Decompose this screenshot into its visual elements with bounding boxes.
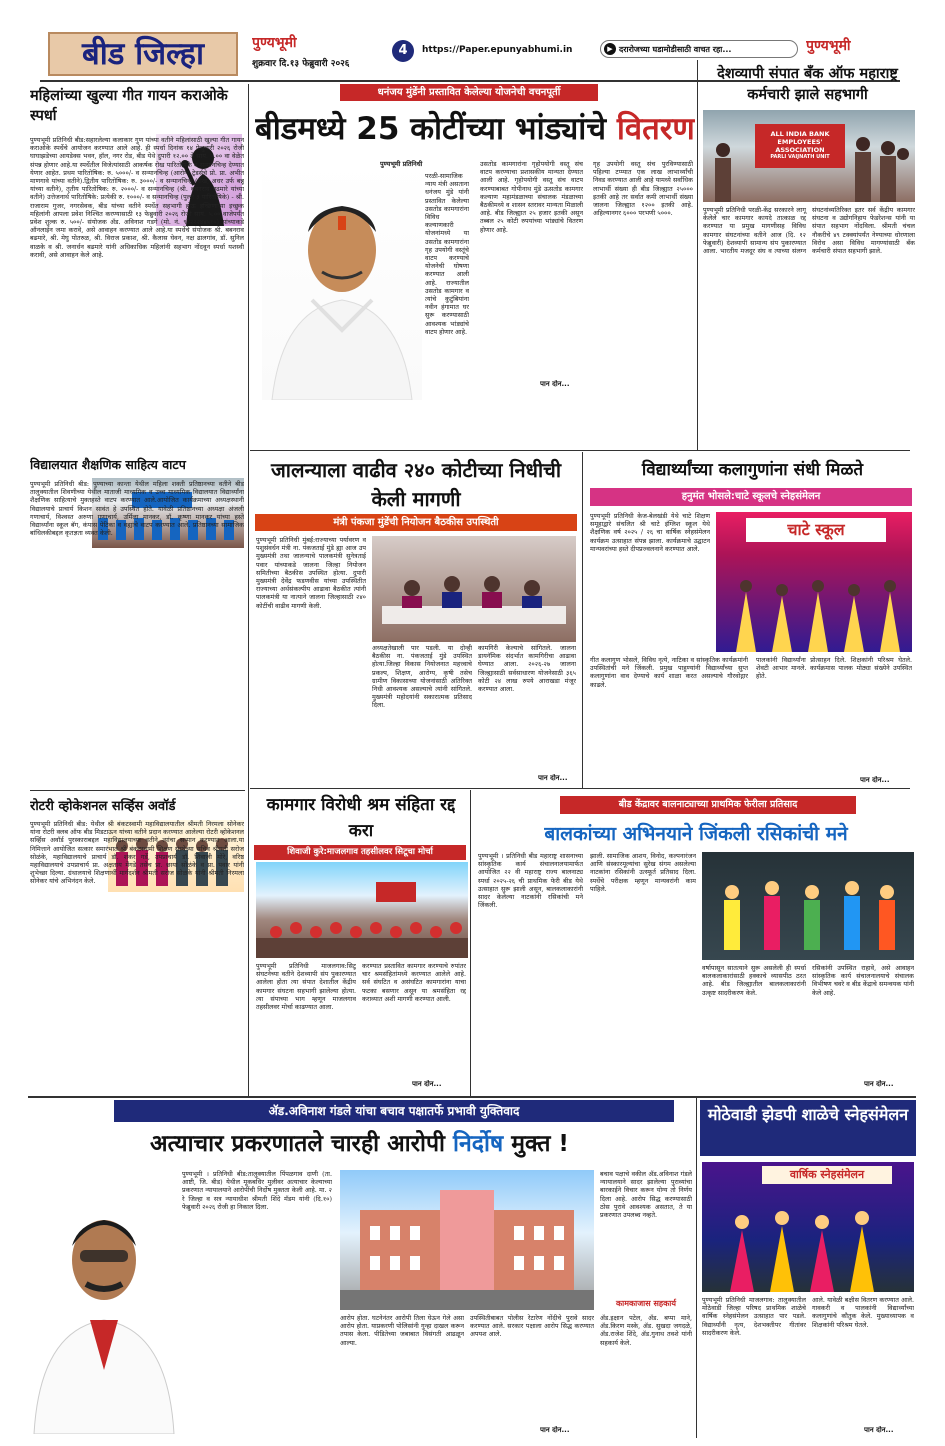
minister-portrait-photo: [262, 160, 422, 400]
story11-continued[interactable]: पान दोन...: [864, 1426, 894, 1434]
story7-col3: पालकांनी विद्यार्थ्यांना प्रोत्साहन दिले. शिक्षकांनी परिश्रम घेतले. शेवटी आभार मानले. कार्यक्रमास पालक मोठ्या संख्येने उपस्थित होते.: [756, 656, 912, 681]
children-drama-photo: [702, 852, 914, 960]
lawyer-portrait-photo: [30, 1170, 178, 1434]
bank-strike-photo: [703, 110, 915, 202]
story9-col2: झाली. सामाजिक आशय, विनोद, कल्पनारंजन आणि संस्कारमूल्यांचा सुरेख संगम असलेल्या नाटकांना रसिकांनी उत्स्फूर्त प्रतिसाद दिला. स्पर्धेचे परीक्षक म्हणून मान्यवरांनी काम पाहिले.: [590, 852, 696, 893]
story10-side: बचाव पक्षाचे वकील ॲड.अविनाश गंडले न्यायालयाने सादर झालेल्या पुराव्यांचा बारकाईने विचार करून योग्य तो निर्णय दिला आहे. आरोप सिद्ध करण्यासाठी ठोस पुरावे आवश्यक असतात, ते या प्रकरणात उपलब्ध नव्हते.: [600, 1170, 692, 1220]
story9-kicker: बीड केंद्रावर बालनाट्याच्या प्राथमिक फेरीला प्रतिसाद: [560, 796, 856, 814]
story9-col1: पुण्यभूमी । प्रतिनिधी बीड महाराष्ट्र शासनाच्या सांस्कृतिक कार्य संचालनालयामार्फत आयोजित २२ वी महाराष्ट्र राज्य बालनाट्य स्पर्धा २०२५-२६ ची प्राथमिक फेरी बीड येथे उत्साहात सुरू झाली असून, बालकलाकारांनी सादर केलेल्या नाटकांनी रसिकांची मने जिंकली.: [478, 852, 583, 910]
story7-col1: पुण्यभूमी प्रतिनिधी केज-बेलखंडी येथे चाटे शिक्षण समूहाद्वारे संचलित श्री चाटे इंग्लिश स्कूल येथे शैक्षणिक वर्ष २०२५ / २६ चा वार्षिक स्नेहसंमेलन कार्यक्रम उत्साहात संपन्न झाला. कार्यक्रमाचे उद्घाटन मान्यवरांच्या हस्ते दीपप्रज्वलनाने करण्यात आले.: [590, 512, 710, 553]
story7-headline: विद्यार्थ्यांच्या कलागुणांना संधी मिळते: [641, 460, 864, 480]
story2-headline-text: बीडमध्ये 25 कोटींच्या भांड्यांचे: [255, 111, 607, 147]
story5-headline: रोटरी व्होकेशनल सर्व्हिस अवॉर्ड: [30, 799, 176, 814]
school-banner-text: चाटे स्कूल: [746, 518, 886, 542]
story10-continued[interactable]: पान दोन...: [540, 1426, 570, 1434]
col-divider-bottom: [696, 1098, 697, 1438]
story11-col2: आले. यावेळी बक्षीस वितरण करण्यात आले. गावकरी व पालकांनी विद्यार्थ्यांच्या कलागुणांचे कौतुक केले. मुख्याध्यापक व शिक्षकांनी परिश्रम घेतले.: [812, 1296, 914, 1329]
page-number: 4: [392, 40, 414, 62]
story6-col1: पुण्यभूमी प्रतिनिधी मुंबई:राज्याच्या पर्यावरण व पशुसंवर्धन मंत्री ना. पंकजताई मुंडे ह्या आज उप मुख्यमंत्री तथा जालन्याचे पालकमंत्री सुनेत्रताई पवार यांच्याकडे जालना जिल्हा नियोजन समितीच्या बैठकीस उपस्थित होत्या. दुपारी मुख्यमंत्री देवेंद्र फडणवीस यांच्या उपस्थितीत राज्याच्या अर्थसंकल्पीय आढावा बैठकीत त्यांनी पालकमंत्री या नात्याने जालना जिल्हासाठी २४० कोटींची वाढीव मागणी केली.: [256, 536, 366, 610]
story11-col1: पुण्यभूमी प्रतिनिधी माजलगाव: तालुक्यातील मोठेवाडी जिल्हा परिषद प्राथमिक शाळेचे वार्षिक स्नेहसंमेलन उत्साहात पार पडले. विद्यार्थ्यांनी नृत्य, देशभक्तीपर गीतांवर सादरीकरण केले.: [702, 1296, 806, 1337]
story2-col3: गृह उपयोगी वस्तू संच पुरविण्यासाठी पहिल्या टप्प्यात एक लाख लाभार्थ्यांची निवड करण्यात आली आहे यामध्ये सर्वाधिक लाभार्थी संख्या ही बीड जिल्ह्यात २५००० इतकी आहे तर सर्वात कमी लाभार्थी संख्या जालना जिल्ह्यात १२०० इतकी आहे. अहिल्यानगर ६००० परभणी ५०००.: [593, 160, 693, 218]
story2-kicker: धनंजय मुंडेंनी प्रस्तावित केलेल्या योजनेची वचनपूर्ती: [340, 84, 598, 101]
story2-byline: पुण्यभूमी प्रतिनिधी: [380, 160, 423, 168]
story4-headline: विद्यालयात शैक्षणिक साहित्य वाटप: [30, 457, 186, 472]
ticker-bar: [600, 40, 798, 58]
col-divider-right: [697, 60, 698, 450]
story10-kicker: ॲड.अविनाश गंडले यांचा बचाव पक्षातर्फे प्रभावी युक्तिवाद: [114, 1100, 674, 1122]
story1-float-cover: [156, 134, 246, 228]
strike-banner-title: ALL INDIA BANK EMPLOYEES' ASSOCIATION: [770, 130, 830, 154]
planning-meeting-photo: [372, 536, 576, 642]
play-icon: ▶: [604, 43, 616, 55]
col-divider-mid: [582, 452, 583, 788]
story1-body: पुण्यभूमी प्रतिनिधी बीड:सहारलेल्या कलाकार गुण यांच्या वतीने महिलांसाठी खुल्या गीत गायन कराओके स्पर्धेचे आयोजन करण्यात आले आहे. ही स्पर्धा दिनांक १४ फेब्रुवारी २०२६ रोजी घाघाझडेच्या आयडेक्स भवन, हॉल, नगर रोड, बीड येथे दुपारी १२.०० ते सायं. ५.०० वा वेळेत संपन्न होणार आहे.या स्पर्धेतील विजेत्यांसाठी आकर्षक रोख पारितोषिके व सन्मानचिन्ह देण्यात येणार आहेत. प्रथम पारितोषिक: रु. ५०००/- व सन्मानचिन्ह (आरोग्य ट्रेडर्सचे प्रो. प्रा. अभीत माणगावे यांच्या वतीने).द्वितीय पारितोषिक: रु. ३०००/- व सन्मानचिन्ह (रोख, अधर उर्फ बन्नू यांच्या वतीने), तृतीय पारितोषिक: रु. २०००/- व सन्मानचिन्ह (श्री. बबनराव बढमारे यांच्या वतीने) उत्तेजनार्थ पारितोषिके: प्रत्येकी रु. १०००/- व सन्मानचिन्ह (पुल्ल ३ पारितोषिके) - श्री. राजाराम गुजर, नगरसेवक, बीड यांच्या वतीने स्पर्धेत सहभागी होऊ इच्छिणाऱ्या इच्छुक महिलांनी आपला प्रवेश निश्चित करण्यासाठी १३ फेब्रुवारी २०२६ रोजी सायं. ५.०० वाजेपर्यंत प्रवेश शुल्क रु. ५००/- संयोजक ॲड. अविनाश गडगे (मो. नं. ९४२२२४४५१०) यांच्याकडे ऑनलाईन जमा करावे, असे आवाहन करण्यात आले आहे.या स्पर्धेचे संयोजक श्री. बबनराव बढमारे, श्री. मेघु पोतरुळ, श्री. विराज प्रकाश, श्री. कैलास घेवन, नक्ष ढालगांव, डॉ. सुनिल वाळके व श्री. जनार्धन बढमारे यांनी अधिकाधिक महिलांनी सहभाग नोंदवून स्पर्धा यशस्वी करावी, असे आवाहन केले आहे.: [30, 136, 244, 259]
story7-continued[interactable]: पान दोन...: [860, 776, 890, 784]
story10-headline-highlight: निर्दोष: [453, 1131, 504, 1157]
ticker-text: दरारोजच्या घडामोडीसाठी वाचत रहा...: [619, 45, 732, 54]
story10-side-body: ॲड.इक्षान पटेल, ॲड. बप्पा माने, ॲड.किरण मस्के, ॲड. सुखदा जगदळे, ॲड.राजेश शिंदे, ॲड.गुनाथ तवशे यांनी सहकार्य केले.: [600, 1314, 692, 1347]
story3-body: पुण्यभूमी प्रतिनिधी परळी-केंद्र सरकारने लागू केलेले चार कामगार कायदे तात्काळ रद्द करण्यात या प्रमुख मागणीसह विविध कामगार संघटनांच्या वतीने आज (दि. १२ फेब्रुवारी) देशव्यापी सामान्य संप पुकारण्यात आला. भारतीय मजदूर संघ व त्याच्या संलग्न संघटनांव्यतिरिक्त इतर सर्व केंद्रीय कामगार संघटना व उद्योगनिहाय फेडरेशन्स यांनी या संपात सहभाग नोंदविला. श्रीमती चंचल नौकरीचे ४९ टक्क्यांपर्यंत नेण्याच्या धोरणाला विरोध असा विविध मागण्यांसाठी बँक कर्मचारी संपात सहभागी झाले.: [703, 206, 915, 256]
story10-headline: [150, 1126, 690, 1162]
brand-logo-small: पुण्यभूमी: [806, 38, 851, 54]
story9-continued[interactable]: पान दोन...: [864, 1080, 894, 1088]
story6-col3: कामगिरी केल्याचे सांगितले. जालना डायनॅमिक संदर्भात कामगिरीचा आढावा घेण्यात आला. २०२६-२७ जालना जिल्ह्यासाठी सर्वसाधारण योजनेसाठी ३६५ कोटी २४ लाख रुपये आराखडा मंजूर करण्यात आला.: [478, 644, 576, 694]
story7-col2: गीत कलागुण भोसले, विविध नृत्ये, नाटिका व सांस्कृतिक कार्यक्रमांनी उपस्थितांची मने जिंकली. प्रमुख पाहुण्यांनी विद्यार्थ्यांच्या सुप्त कलागुणांना वाव देण्याचे कार्य शाळा करत असल्याचे गौरवोद्गार काढले.: [590, 656, 748, 689]
story11-headline-box: [700, 1100, 916, 1156]
story8-col1: पुण्यभूमी प्रतिनिधी माजलगाव:सिटू संघटनेच्या वतीने देशव्यापी संप पुकारण्यात आलेला होता त्या संपात देशातील केंद्रीय कामगार संघटना सहभागी झालेल्या होत्या. त्या संपाच्या भाग म्हणून माजलगाव तहसीलवर मोर्चा काढण्यात आला.: [256, 962, 356, 1012]
zp-school-gathering-photo: [702, 1162, 914, 1292]
story3-headline: देशव्यापी संपात बँक ऑफ महाराष्ट्र कर्मचारी झाले सहभागी: [717, 66, 898, 103]
school-gathering-photo: [716, 512, 912, 652]
strike-banner-sub: PARLI VAIJNATH UNIT: [770, 154, 830, 160]
masthead-date: शुक्रवार दि.१३ फेब्रुवारी २०२६: [252, 59, 350, 69]
col-divider-left: [248, 84, 249, 1096]
story6-col2: अध्यक्षतेखाली पार पडली. या दोन्ही बैठकीस ना. पंकजताई मुंडे उपस्थित होत्या.जिल्हा विकास नियोजनात महत्त्वाचे प्रकल्प, शिक्षण, आरोग्य, कृषी तसेच ग्रामीण विकासाच्या योजनांसाठी अतिरिक्त निधी आवश्यक असल्याचे त्यांनी सांगितले. मुख्यमंत्री महोदयांनी सकारात्मक प्रतिसाद दिला.: [372, 644, 472, 710]
col-divider-lower: [470, 790, 471, 1096]
court-building-photo: [340, 1170, 594, 1310]
story10-side-head: कामकाजास सहकार्य: [616, 1299, 676, 1308]
story5-photo-cover: [106, 818, 246, 894]
story2-continued[interactable]: पान दोन...: [540, 380, 570, 388]
story10-col3: उपस्थितीबाबत पोलीस रेटारेण नोंदीचे पुरावे सादर करण्यात आले. सरकार पक्षाला आरोप सिद्ध करण्यात अपयश आले.: [470, 1314, 594, 1339]
story6-kicker: मंत्री पंकजा मुंडेंची नियोजन बैठकीस उपस्थिती: [255, 514, 577, 531]
story9-col3: वर्षापासून सातत्याने सुरू असलेली ही स्पर्धा बालकलाकारांसाठी हक्काचे व्यासपीठ ठरत आहे. बीड जिल्ह्यातील बालकलाकारांनी उत्कृष्ट सादरीकरण केले.: [702, 964, 806, 997]
masthead-brand: पुण्यभूमी: [252, 35, 297, 51]
section-title: बीड जिल्हा: [82, 36, 204, 72]
zp-banner-text: वार्षिक स्नेहसंमेलन: [762, 1166, 892, 1184]
divider-row2: [250, 788, 910, 789]
story4-body: पुण्यभूमी प्रतिनिधी बीड: पुण्याच्या कान्ता येथील महिला शक्ती प्रतिष्ठानच्या वतीने बीड तालुक्यातील शिवणीच्या येथील माताजी माध्यमिक व उच्च माध्यमिक विद्यालयात विद्यार्थ्यांना शैक्षणिक साहित्याचे मुक्तहस्ते वाटप करण्यात आले.आयोजित कार्यक्रमाच्या अध्यक्षस्थानी विद्यालयाचे प्राचार्य किशन सावंत हे उपस्थित होते. यावेळी प्रतिष्ठानच्या अध्यक्षा अंजली गणाचार्य, विश्वस्त अरुणा गणाचार्य, उर्मिला मानकर, डॉ. कृष्णा मानकर यांच्या हस्ते विद्यार्थ्यांना स्कूल बॅग, कंपास पेटिका व वह्यांचे वाटप करण्यात आले. प्रतिष्ठानच्या सामाजिक बांधिलकीबद्दल कृतज्ञता व्यक्त केली.: [30, 480, 244, 538]
story9-col4: रसिकांनी उपस्थित राहावे, असे आवाहन सांस्कृतिक कार्य संचालनालयाचे संचालक विभीषण चवरे व बीड केंद्राचे समन्वयक यांनी केले आहे.: [812, 964, 914, 997]
story6-continued[interactable]: पान दोन...: [538, 774, 568, 782]
story2-headline: [255, 104, 695, 154]
story8-continued[interactable]: पान दोन...: [412, 1080, 442, 1088]
story7-kicker: हनुमंत भोसले:चाटे स्कूलचे स्नेहसंमेलन: [590, 488, 912, 506]
story9-headline: बालकांच्या अभिनयाने जिंकली रसिकांची मने: [544, 823, 848, 845]
story6-headline: जालन्याला वाढीव २४० कोटीच्या निधीची केली मागणी: [270, 458, 562, 511]
story4-photo-cover: [90, 476, 246, 550]
divider-left-3: [30, 790, 245, 791]
story10-headline-text: अत्याचार प्रकरणातले चारही आरोपी: [150, 1131, 446, 1157]
story8-kicker: शिवाजी कुरे:माजलगाव तहसीलवर सिटूचा मोर्चा: [254, 845, 466, 860]
story2-col2: उसतोड कामगारांना गृहोपयोगी वस्तू संच वाटप करण्याचा प्रशासकीय मान्यता देण्यात आली आहे. गृहोपयोगी वस्तू संच वाटप करण्याबाबत गोपीनाथ मुंडे ऊसतोड कामगार कल्याण महामंडळाच्या संचालक मंडळाच्या बैठकीमध्ये व शासन स्तरावर मान्यता मिळाली आहे. बीड जिल्ह्यात २५ हजार इतकी असून तब्बल २५ कोटी रुपयांच्या भांड्यांचे वितरण होणार आहे.: [480, 160, 583, 234]
story10-col1: पुण्यभूमी । प्रतिनिधी बीड:तालुक्यातील पिंपळगाव दाणी (ता. आष्टी, जि. बीड) येथील मूकबधिर मुलीवर अत्याचार केल्याच्या प्रकरणात न्यायालयाने आरोपींची निर्दोष मुक्तता केली आहे. मा. २ रे जिल्हा व सत्र न्यायाधीश श्रीमती शिंदे मॅडम यांनी (दि.१०) फेब्रुवारी २०२६ रोजी हा निकाल दिला.: [182, 1170, 332, 1211]
story5-body: पुण्यभूमी प्रतिनिधी बीड: येथील श्री बंकटस्वामी महाविद्यालयातील श्रीमती निरमला सोनेकर यांना रोटरी क्लब ऑफ बीड मिडटाऊन यांच्या वतीने प्रदान करण्यात आलेल्या रोटरी व्होकेशनल सर्व्हिस अवॉर्ड पुरस्काराबद्दल महाविद्यालयाच्या वतीने त्यांचा सन्मान करण्यात आला.या निमित्ताने आयोजित सत्कार समारंभात श्री बंकटस्वामी शिक्षण संस्थेच्या सचिव श्रीमती सरोज सोळंके, महाविद्यालयाचे प्राचार्य डॉ. शंकर गर्डे, उपप्राचार्य डॉ. शिवाजी मोरे, वरिष्ठ महाविद्यालयाचे उपप्राचार्य प्रा. अक्षताय मेंगडे तसेच प्रा. छाया सोळंके व प्रा. पवार यांनी शुभेच्छा दिल्या. ग्रंथालयाचे शिक्षणार्थी मार्गदर्शन श्रीमती सरोज सोळंके यांनी श्रीमती निरमला सोनेकर यांचे अभिनंदन केले.: [30, 820, 244, 886]
divider-row1: [250, 450, 910, 451]
story8-col2: करण्यात प्रस्तावित कामगार करण्याचे रुपांतर चार श्रमसंहितांमध्ये करण्यात आलेले आहे. सर्व संघटित व असंघटित कामगारांना याचा फटका बसणार असून या श्रमसंहिता रद्द कराव्यात अशी मागणी करण्यात आली.: [362, 962, 466, 1003]
protest-march-photo: [256, 862, 468, 958]
story2-headline-highlight: वितरण: [616, 111, 695, 147]
divider-row3: [28, 1096, 916, 1098]
website-url[interactable]: https://Paper.epunyabhumi.in: [422, 45, 573, 55]
story1-headline: महिलांच्या खुल्या गीत गायन कराओके स्पर्धा: [30, 88, 228, 124]
story2-col1: परळी-सामाजिक न्याय मंत्री असताना धनंजय मुंडे यांनी प्रस्तावित केलेल्या उसतोड कामगारांना विविध कल्याणकारी योजनांमध्ये या उसतोड कामगारांना गृह उपयोगी वस्तूंचे वाटप करण्याचे योजनेची घोषणा करण्यात आली आहे. राज्यातील उसतोड कामगार व त्यांचे कुटुंबियांना नवीन हंगामात घर सुरू करण्यासाठी आवश्यक भांड्यांचे वाटप होणार आहे.: [425, 172, 469, 336]
story10-col2: आरोप होता. घटनेनंतर आरोपी तिला घेऊन गेले असा आरोप होता. याप्रकरणी पोलिसांनी गुन्हा दाखल करून तपास केला. पीडितेच्या जबाबात विसंगती आढळून आल्या.: [340, 1314, 464, 1347]
masthead-section-label: [48, 32, 238, 76]
story10-headline-end: मुक्त !: [511, 1131, 569, 1157]
story8-headline: कामगार विरोधी श्रम संहिता रद्द करा: [266, 795, 456, 841]
story11-headline: मोठेवाडी झेडपी शाळेचे स्नेहसंमेलन: [707, 1105, 909, 1124]
